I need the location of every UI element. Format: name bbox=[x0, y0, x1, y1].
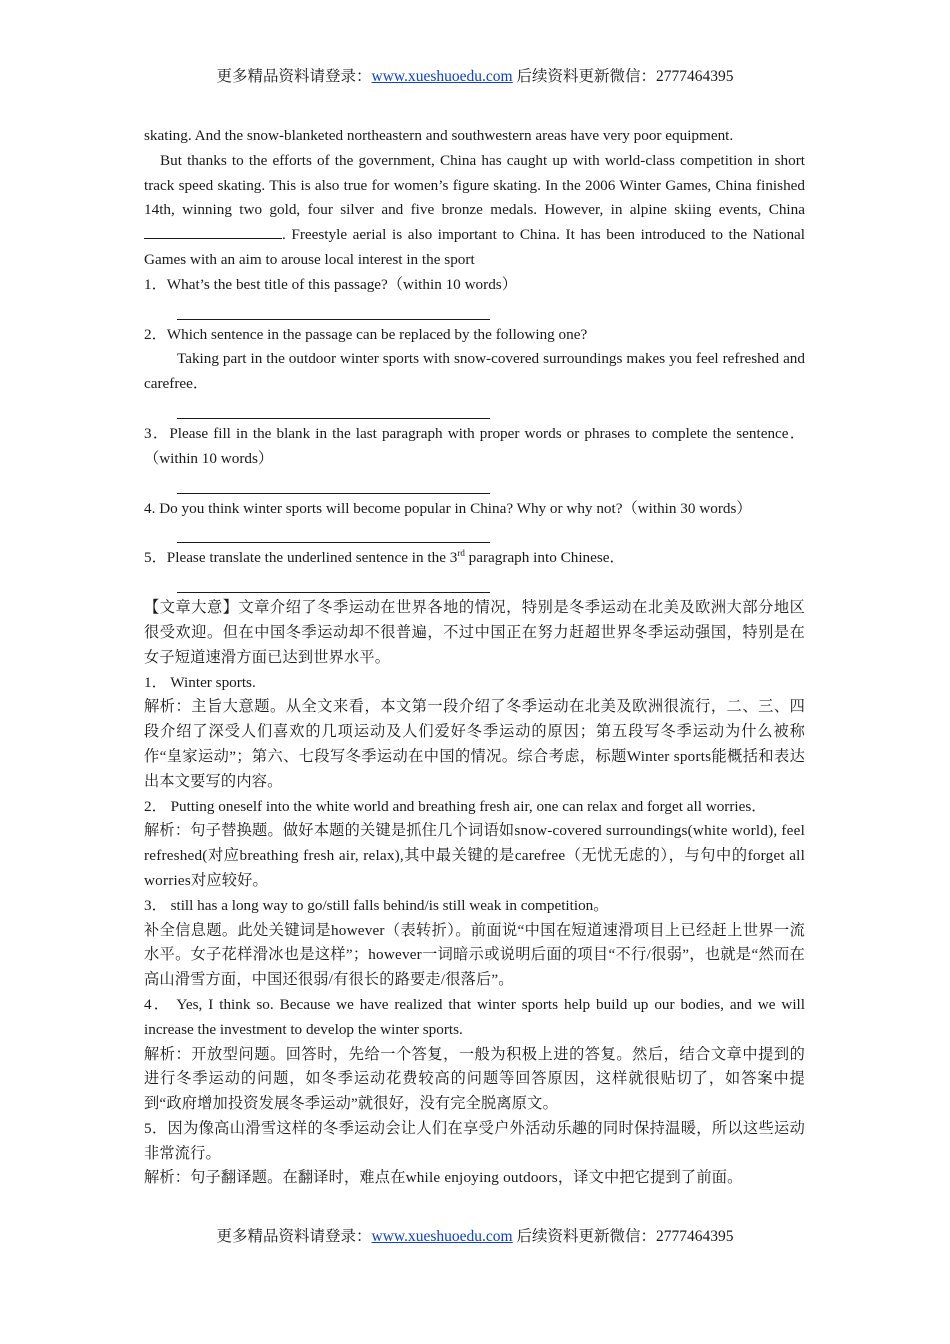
question-3: 3．Please fill in the blank in the last paragraph with proper words or phrases to complete the sentence．（within 10 words） bbox=[144, 424, 805, 467]
fill-blank[interactable] bbox=[144, 224, 282, 239]
document-body bbox=[144, 124, 805, 1191]
summary: 【文章大意】文章介绍了冬季运动在世界各地的情况，特别是冬季运动在北美及欧洲大部分地区很受欢迎。但在中国冬季运动却不很普遍，不过中国正在努力赶超世界冬季运动强国，特别是在女子短道速滑方面已达到世界水平。 bbox=[144, 599, 805, 666]
answer-line-5[interactable] bbox=[177, 591, 490, 593]
answer-1: 1． Winter sports. bbox=[144, 673, 256, 691]
answer-4-explanation: 解析：开放型问题。回答时，先给一个答复，一般为积极上进的答复。然后，结合文章中提到的进行冬季运动的问题，如冬季运动花费较高的问题等回答原因，这样就很贴切了，如答案中提到“政府增加投资发展冬季运动”就很好，没有完全脱离原文。 bbox=[144, 1045, 805, 1113]
page-header bbox=[0, 67, 950, 87]
answer-4: 4． Yes, I think so. Because we have realized that winter sports help build up our bodies, and we will increase the investment to develop the winter sports. bbox=[144, 995, 805, 1038]
header-suffix: 后续资料更新微信：2777464395 bbox=[516, 68, 734, 85]
answer-3: 3． still has a long way to go/still falls behind/is still weak in competition。 bbox=[144, 896, 609, 914]
question-1: 1．What’s the best title of this passage?（within 10 words） bbox=[144, 275, 517, 293]
answer-3-explanation: 补全信息题。此处关键词是however（表转折）。前面说“中国在短道速滑项目上已经赶上世界一流水平。女子花样滑冰也是这样”；however一词暗示或说明后面的项目“不行/很弱”，也就是“然而在高山滑雪方面，中国还很弱/有很长的路要走/很落后”。 bbox=[144, 921, 805, 989]
answer-2: 2． Putting oneself into the white world and breathing fresh air, one can relax and forget all worries． bbox=[144, 797, 767, 815]
question-4: 4. Do you think winter sports will become popular in China? Why or why not?（within 30 words） bbox=[144, 499, 752, 517]
passage-line: skating. And the snow-blanketed northeastern and southwestern areas have very poor equipment. bbox=[144, 127, 734, 144]
answer-5-explanation: 解析：句子翻译题。在翻译时，难点在while enjoying outdoors，译文中把它提到了前面。 bbox=[144, 1169, 743, 1187]
answer-5: 5．因为像高山滑雪这样的冬季运动会让人们在享受户外活动乐趣的同时保持温暖，所以这些运动非常流行。 bbox=[144, 1119, 805, 1162]
answer-line-2[interactable] bbox=[177, 417, 490, 419]
header-prefix: 更多精品资料请登录： bbox=[216, 68, 372, 85]
footer-suffix: 后续资料更新微信：2777464395 bbox=[516, 1228, 734, 1245]
question-2: 2．Which sentence in the passage can be replaced by the following one? bbox=[144, 325, 588, 343]
answer-1-explanation: 解析：主旨大意题。从全文来看，本文第一段介绍了冬季运动在北美及欧洲很流行，二、三、四段介绍了深受人们喜欢的几项运动及人们爱好冬季运动的原因；第五段写冬季运动为什么被称作“皇家运动”；第六、七段写冬季运动在中国的情况。综合考虑，标题Winter sports能概括和表达出本文要写的内容。 bbox=[144, 698, 805, 790]
answer-line-3[interactable] bbox=[177, 492, 490, 494]
answer-2-explanation: 解析：句子替换题。做好本题的关键是抓住几个词语如snow-covered surroundings(white world), feel refreshed(对应breathing fresh air, relax),其中最关键的是carefree（无忧无虑的），与句中的forget all worries对应较好。 bbox=[144, 822, 805, 889]
footer-prefix: 更多精品资料请登录： bbox=[216, 1228, 372, 1245]
answer-line-1[interactable] bbox=[177, 318, 490, 320]
page-footer bbox=[0, 1227, 950, 1247]
answer-line-4[interactable] bbox=[177, 541, 490, 543]
header-link[interactable]: www.xueshuoedu.com bbox=[371, 68, 513, 85]
question-5: 5．Please translate the underlined sentence in the 3rd paragraph into Chinese． bbox=[144, 548, 625, 567]
footer-link[interactable]: www.xueshuoedu.com bbox=[371, 1228, 513, 1245]
passage-paragraph: But thanks to the efforts of the government, China has caught up with world-class competition in short track speed skating. This is also true for women’s figure skating. In the 2006 Winter Games, China finished 14th, winning two gold, four silver and five bronze medals. However, in alpine skiing events, China. Freestyle aerial is also important to China. It has been introduced to the National Games with an aim to arouse local interest in the sport bbox=[144, 151, 805, 268]
question-2-sentence: Taking part in the outdoor winter sports with snow-covered surroundings makes you feel refreshed and carefree． bbox=[144, 350, 805, 393]
